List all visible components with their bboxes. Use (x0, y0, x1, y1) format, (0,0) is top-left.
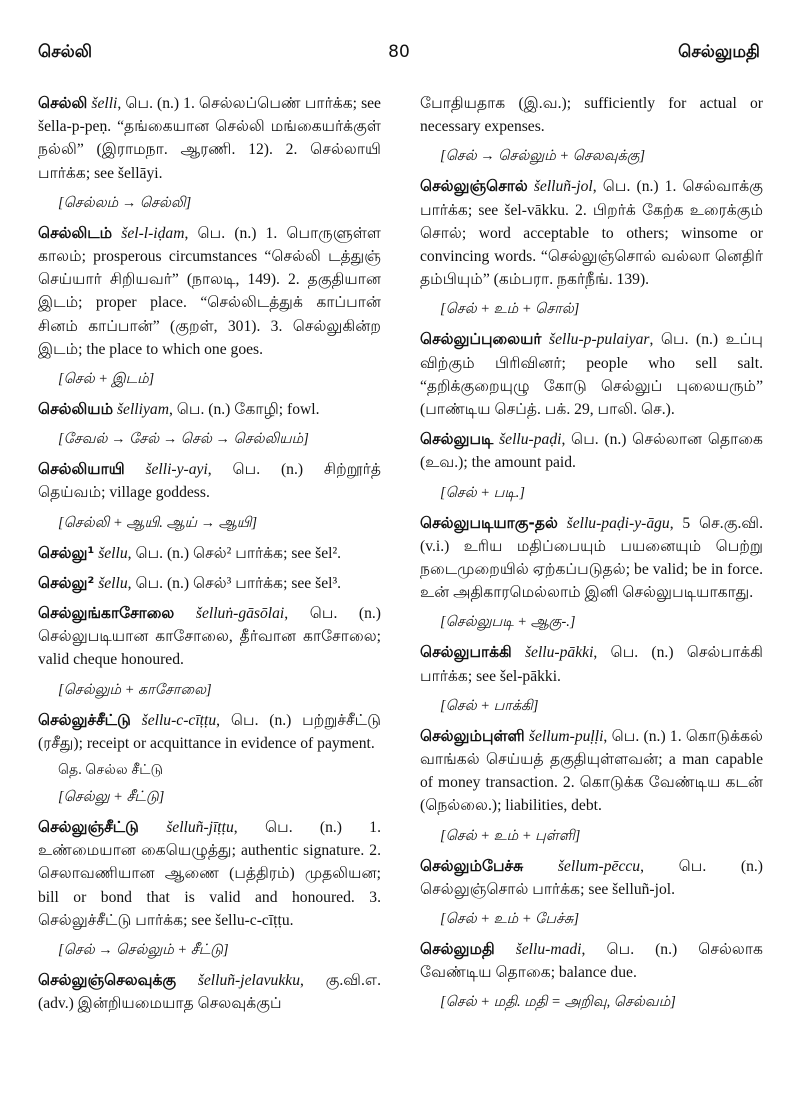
left-column (38, 92, 381, 1022)
etymology: [செல்லும் + காசோலை] (58, 681, 212, 698)
transliteration: šel-l-iḍam (121, 224, 185, 242)
definition: , பெ. (n.) செல்² பார்க்க; see šel². (127, 544, 342, 562)
headword: செல்லிடம் (38, 223, 113, 242)
dictionary-entry (420, 175, 763, 291)
page-number: 80 (388, 42, 410, 62)
definition: , பெ. (n.) 1. செல்வாக்கு பார்க்க; see šel-vākku. 2. பிறர்க் கேற்க உரைக்கும் சொல்; word acceptable to others; winsome or convincing words. “செல்லுஞ்சொல் வல்லா னெதிர் தம்பியும்” (கம்பரா. நகர்நீங். 139). (420, 178, 764, 289)
transliteration: šelluñ-jol (533, 178, 593, 196)
definition: , பெ. (n.) உப்பு விற்கும் பிரிவினர்; people who sell salt. “தறிக்குறையுழு கோடு செல்லுப் புலையரும்” (பாண்டிய செப்த். பக். 29, பாலி. செ.). (420, 331, 763, 419)
headword: செல்லு¹ (38, 543, 95, 562)
headword: செல்லியம் (38, 400, 114, 419)
dictionary-entry (38, 572, 381, 595)
etymology: [செல் + படி.] (440, 484, 525, 501)
etymology: [சேவல் → சேல் → செல் → செல்லியம்] (58, 431, 309, 448)
definition: , பெ. (n.) செல்லாக வேண்டிய தொகை; balance due. (420, 941, 763, 982)
transliteration: šellu-p-pulaiyar (549, 331, 650, 349)
transliteration: šellu-paḍi (499, 431, 562, 449)
etymology: [செல் + பாக்கி] (440, 697, 539, 714)
definition: போதியதாக (இ.வ.); sufficiently for actual or necessary expenses. (420, 95, 763, 136)
headword: செல்லுஞ்சொல் (420, 177, 528, 196)
transliteration: šelluñ-jīṭṭu (166, 819, 234, 837)
transliteration: šelliyam (116, 401, 169, 419)
dictionary-entry (38, 398, 381, 421)
headword: செல்லுபாக்கி (420, 643, 512, 662)
etymology: [செல் + இடம்] (58, 371, 155, 388)
dictionary-entry (38, 709, 381, 755)
dictionary-entry (420, 855, 763, 901)
etymology: [செல் → செல்லும் + செலவுக்கு] (440, 148, 646, 165)
definition: , பெ. (n.) 1. பொருளுள்ள காலம்; prosperous circumstances “செல்லி டத்துஞ் செய்யார் சிறியவர்” (நாலடி, 149). 2. தகுதியான இடம்; proper place. “செல்லிடத்துக் காப்பான் சினம் காப்பான்” (குறள், 301). 3. செல்லுகின்ற இடம்; the place to which one goes. (38, 224, 381, 358)
cognate-note: தெ. செல்ல சீட்டு (58, 762, 164, 779)
headword: செல்லுச்சீட்டு (38, 710, 131, 729)
transliteration: šellu-madi (515, 941, 582, 959)
transliteration: šellu-paḍi-y-āgu (566, 514, 670, 532)
transliteration: šellu (98, 544, 128, 562)
dictionary-entry (420, 725, 763, 818)
transliteration: šellu-c-cīṭṭu (141, 711, 217, 729)
dictionary-entry (420, 512, 763, 605)
headword: செல்லுப்புலையர் (420, 330, 542, 349)
headword: செல்லுமதி (420, 940, 495, 959)
transliteration: šelluñ-jelavukku (197, 972, 300, 990)
headword: செல்லியாயி (38, 460, 125, 479)
transliteration: šelluṅ-gāsōlai (195, 605, 285, 623)
right-column (420, 92, 763, 1021)
dictionary-entry (38, 458, 381, 504)
definition: , பெ. (n.) செல்லுஞ்சொல் பார்க்க; see šelluñ-jol. (420, 857, 763, 898)
etymology: [செல் + உம் + புள்ளி] (440, 827, 581, 844)
headword: செல்லி (38, 94, 88, 112)
headword: செல்லு² (38, 573, 95, 592)
definition: , பெ. (n.) சிற்றூர்த் தெய்வம்; village goddess. (38, 461, 381, 502)
definition: , பெ. (n.) 1. உண்மையான கையெழுத்து; authentic signature. 2. செலாவணியான ஆணை (பத்திரம்) முதலியன; bill or bond that is valid and honoured. 3. செல்லுச்சீட்டு பார்க்க; see šellu-c-cīṭṭu. (38, 819, 381, 929)
dictionary-entry (38, 969, 381, 1015)
headword: செல்லும்புள்ளி (420, 726, 525, 745)
definition: , பெ. (n.) செல்லான தொகை (உவ.); the amount paid. (420, 431, 763, 472)
etymology: [செல்லி + ஆயி. ஆய் → ஆயி] (58, 514, 258, 531)
headword: செல்லுபடி (420, 430, 494, 449)
etymology: [செல் + உம் + சொல்] (440, 301, 580, 318)
headword: செல்லுஞ்சீட்டு (38, 818, 139, 837)
etymology: [செல்லுபடி + ஆகு-.] (440, 614, 576, 631)
definition: , கு.வி.எ. (adv.) இன்றியமையாத செலவுக்குப் (38, 972, 381, 1013)
dictionary-entry (38, 602, 381, 672)
etymology: [செல்லு + சீட்டு] (58, 789, 165, 806)
dictionary-entry (38, 816, 381, 932)
left-guide-word: செல்லி (38, 42, 93, 62)
definition: , பெ. (n.) செல்³ பார்க்க; see šel³. (127, 574, 342, 592)
headword: செல்லுஞ்செலவுக்கு (38, 971, 177, 990)
definition: , பெ. (n.) 1. செல்லப்பெண் பார்க்க; see šella-p-peṇ. “தங்கையான செல்லி மங்கையர்க்குள் நல்லி” (இராமநா. ஆரணி. 12). 2. செல்லாயி பார்க்க; see šellāyi. (38, 95, 381, 182)
transliteration: šellum-pēccu (557, 857, 641, 875)
etymology: [செல் + மதி. மதி = அறிவு, செல்வம்] (440, 994, 676, 1011)
page-header (38, 42, 760, 72)
definition: , 5 செ.கு.வி. (v.i.) உரிய மதிப்பையும் பயனையும் பெற்று நடைமுறையில் ஏற்கப்படுதல்; be valid; be in force. உன் அதிகாரமெல்லாம் இனி செல்லுபடியாகாது. (420, 514, 763, 602)
transliteration: šellu (98, 574, 128, 592)
dictionary-entry (420, 92, 763, 138)
etymology: [செல்லம் → செல்லி] (58, 194, 192, 211)
dictionary-entry (420, 428, 763, 474)
definition: , பெ. (n.) செல்பாக்கி பார்க்க; see šel-pākki. (420, 644, 763, 685)
right-guide-word: செல்லுமதி (678, 42, 760, 62)
dictionary-entry (38, 92, 381, 185)
headword: செல்லுங்காசோலை (38, 604, 175, 623)
dictionary-entry (420, 938, 763, 984)
etymology: [செல் → செல்லும் + சீட்டு] (58, 942, 229, 959)
definition: , பெ. (n.) 1. கொடுக்கல் வாங்கல் செய்யத் தகுதியுள்ளவன்; a man capable of money transaction. 2. கொடுக்க வேண்டிய கடன் (நெல்லை.); liabilities, debt. (420, 727, 763, 815)
headword: செல்லும்பேச்சு (420, 856, 524, 875)
dictionary-entry (38, 542, 381, 565)
transliteration: šelli (91, 95, 118, 112)
transliteration: šellum-puḷḷi (528, 727, 604, 745)
definition: , பெ. (n.) பற்றுச்சீட்டு (ரசீது); receipt or acquittance in evidence of payment. (38, 711, 381, 752)
definition: , பெ. (n.) செல்லுபடியான காசோலை, தீர்வான காசோலை; valid cheque honoured. (38, 605, 381, 669)
dictionary-entry (420, 328, 763, 421)
dictionary-entry (420, 641, 763, 687)
etymology: [செல் + உம் + பேச்சு] (440, 911, 580, 928)
definition: , பெ. (n.) கோழி; fowl. (168, 401, 320, 419)
headword: செல்லுபடியாகு-தல் (420, 513, 558, 532)
transliteration: šellu-pākki (524, 644, 594, 662)
transliteration: šelli-y-ayi (145, 461, 208, 479)
dictionary-entry (38, 222, 381, 361)
